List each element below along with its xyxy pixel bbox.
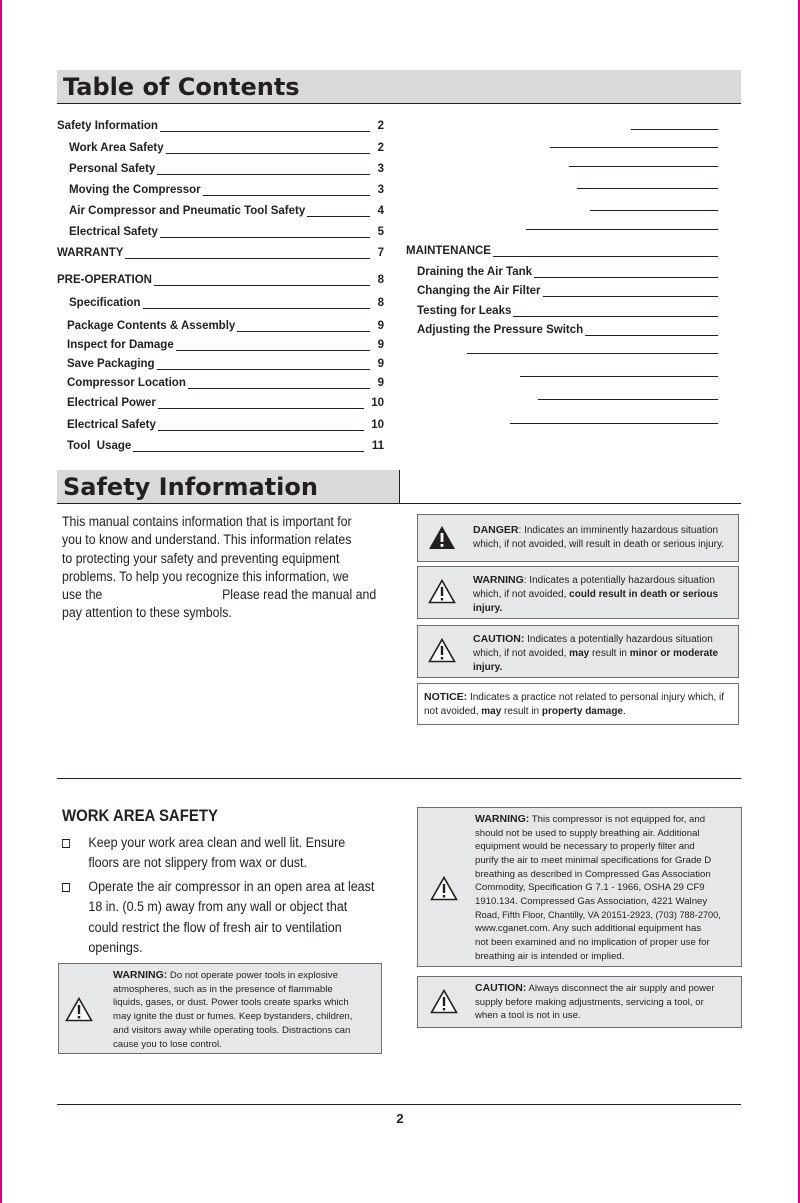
- intro-line: to protecting your safety and preventing equipment: [62, 550, 340, 566]
- notice-line: .: [623, 706, 626, 717]
- toc-entry-label: Adjusting the Pressure Switch: [417, 324, 584, 336]
- page-edge-left: [0, 0, 2, 1203]
- warning-emphasis: injury.: [473, 603, 503, 614]
- toc-blank-leader: [577, 188, 718, 189]
- notice-text: [424, 690, 732, 719]
- toc-entry-label: Specification: [69, 297, 141, 309]
- warning-line: should not be used to supply breathing air. Additional: [475, 827, 700, 839]
- toc-entry-label: Electrical Safety: [69, 226, 158, 238]
- caution-emphasis: may: [569, 648, 590, 659]
- footer-rule: [57, 1104, 741, 1105]
- disconnect-caution: [417, 976, 742, 1028]
- caution-line: Always disconnect the air supply and power: [526, 983, 715, 994]
- warning-line: 1910.134. Compressed Gas Association, 4221 Walney: [475, 895, 708, 907]
- toc-blank-leader: [631, 129, 718, 130]
- caution-icon: [428, 638, 456, 663]
- toc-entry-page: 9: [377, 358, 384, 370]
- toc-blank-leader: [510, 423, 718, 424]
- toc-entry-page: 2: [377, 142, 384, 154]
- toc-entry-page: 7: [377, 247, 384, 259]
- toc-entry-package-contents[interactable]: [67, 318, 384, 334]
- toc-entry-testing-for-leaks[interactable]: [417, 303, 718, 319]
- toc-entry-page: 11: [371, 440, 384, 452]
- toc-entry-personal-safety[interactable]: [69, 161, 384, 177]
- safety-header-bar: [57, 470, 400, 504]
- toc-entry-inspect-for-damage[interactable]: [67, 337, 384, 353]
- toc-blank-leader: [550, 147, 718, 148]
- warning-line: and visitors away while operating tools. Distractions can: [113, 1024, 351, 1036]
- toc-entry-safety-information[interactable]: [57, 118, 384, 134]
- toc-entry-warranty[interactable]: [57, 245, 384, 261]
- intro-line: problems. To help you recognize this information, we: [62, 568, 349, 584]
- explosive-warning-text: [113, 969, 375, 1051]
- bullet-line: could restrict the flow of fresh air to ventilation: [88, 919, 342, 936]
- intro-line: pay attention to these symbols.: [62, 605, 232, 621]
- work-area-bullet-2: [62, 877, 388, 958]
- caution-icon: [430, 989, 458, 1014]
- caution-line: which, if not avoided,: [473, 648, 570, 659]
- warning-label: WARNING: [473, 574, 524, 586]
- warning-line: purify the air to meet minimal specifications for Grade D: [475, 854, 712, 866]
- toc-entry-work-area-safety[interactable]: [69, 140, 384, 156]
- toc-entry-moving-the-compressor[interactable]: [69, 182, 384, 198]
- warning-line: breathing air is intended or implied.: [475, 950, 625, 962]
- danger-line: which, if not avoided, will result in death or serious injury.: [473, 539, 725, 550]
- toc-entry-page: 3: [377, 163, 384, 175]
- toc-entry-label: WARRANTY: [57, 247, 124, 259]
- toc-entry-page: 8: [377, 274, 384, 286]
- toc-blank-leader: [520, 376, 718, 377]
- warning-line: www.cganet.com. Any such additional equipment has: [475, 923, 702, 935]
- notice-line: result in: [501, 706, 542, 717]
- toc-blank-leader: [590, 210, 718, 211]
- caution-label: CAUTION:: [473, 633, 525, 645]
- bullet-line: 18 in. (0.5 m) away from any wall or object that: [88, 899, 348, 916]
- toc-entry-air-compressor-tool-safety[interactable]: [69, 203, 384, 219]
- warning-notice: [417, 566, 739, 619]
- toc-entry-page: 4: [377, 205, 384, 217]
- disconnect-caution-text: [475, 982, 737, 1023]
- safety-title: Safety Information: [63, 473, 318, 501]
- bullet-line: Operate the air compressor in an open area at least: [88, 879, 375, 895]
- warning-line: : Indicates a potentially hazardous situation: [523, 575, 715, 586]
- notice-emphasis: may: [481, 706, 502, 717]
- notice-label: NOTICE:: [424, 691, 468, 703]
- warning-line: which, if not avoided,: [473, 589, 570, 600]
- toc-entry-changing-air-filter[interactable]: [417, 283, 718, 299]
- warning-text: [473, 573, 732, 616]
- section-divider: [57, 778, 741, 779]
- toc-entry-page: 2: [377, 120, 384, 132]
- toc-entry-label: Compressor Location: [67, 377, 186, 389]
- toc-entry-page: 3: [377, 184, 384, 196]
- toc-entry-electrical-safety-2[interactable]: [67, 417, 384, 433]
- notice-line: not avoided,: [424, 706, 482, 717]
- toc-entry-page: 5: [377, 226, 384, 238]
- caution-line: Indicates a potentially hazardous situation: [524, 634, 713, 645]
- safety-intro-paragraph: [62, 513, 389, 623]
- toc-entry-adjusting-pressure-switch[interactable]: [417, 322, 718, 338]
- toc-entry-label: Package Contents & Assembly: [67, 320, 236, 332]
- toc-entry-label: Work Area Safety: [69, 142, 164, 154]
- toc-entry-label: Inspect for Damage: [67, 339, 174, 351]
- warning-line: This compressor is not equipped for, and: [529, 814, 706, 825]
- caution-line: when a tool is not in use.: [475, 1010, 581, 1022]
- toc-entry-label: Save Packaging: [67, 358, 155, 370]
- toc-entry-page: 9: [377, 339, 384, 351]
- warning-label: WARNING:: [113, 969, 168, 981]
- toc-entry-label: PRE-OPERATION: [57, 274, 152, 286]
- toc-entry-label: MAINTENANCE: [406, 245, 491, 257]
- bullet-line: openings.: [88, 939, 143, 956]
- caution-text: [473, 632, 732, 675]
- toc-entry-page: 10: [371, 397, 384, 409]
- toc-entry-label: Changing the Air Filter: [417, 285, 541, 297]
- safety-header-rule: [400, 503, 741, 504]
- toc-blank-leader: [538, 399, 718, 400]
- bullet-line: floors are not slippery from wax or dust.: [88, 855, 307, 872]
- toc-entry-label: Testing for Leaks: [417, 305, 512, 317]
- toc-entry-electrical-safety[interactable]: [69, 224, 384, 240]
- notice-box: [417, 683, 739, 725]
- toc-entry-pre-operation[interactable]: [57, 272, 384, 288]
- toc-header-bar: [57, 70, 741, 104]
- bullet-line: Keep your work area clean and well lit. Ensure: [88, 835, 346, 851]
- toc-entry-electrical-power[interactable]: [67, 395, 384, 411]
- warning-icon: [430, 876, 458, 901]
- warning-line: not been examined and no implication of proper use for: [475, 936, 710, 948]
- toc-blank-leader: [569, 166, 718, 167]
- toc-blank-leader: [526, 229, 718, 230]
- toc-entry-page: 9: [377, 377, 384, 389]
- toc-entry-label: Air Compressor and Pneumatic Tool Safety: [69, 205, 306, 217]
- intro-line: you to know and understand. This information relates: [62, 532, 352, 548]
- toc-entry-label: Draining the Air Tank: [417, 266, 533, 278]
- toc-blank-leader: [467, 353, 718, 354]
- toc-entry-label: Moving the Compressor: [69, 184, 201, 196]
- toc-title: Table of Contents: [63, 73, 300, 101]
- caution-notice: [417, 625, 739, 678]
- explosive-atmosphere-warning: [58, 963, 382, 1054]
- caution-label: CAUTION:: [475, 982, 527, 994]
- safety-header-divider: [399, 470, 400, 504]
- intro-line-end: Please read the manual and: [222, 587, 377, 603]
- danger-line: : Indicates an imminently hazardous situation: [518, 525, 719, 536]
- warning-line: Do not operate power tools in explosive: [167, 970, 338, 981]
- caution-line: supply before making adjustments, servicing a tool, or: [475, 996, 704, 1008]
- toc-entry-label: Electrical Safety: [67, 419, 156, 431]
- toc-entry-label: Safety Information: [57, 120, 158, 132]
- danger-notice: [417, 514, 739, 562]
- caution-emphasis: injury.: [473, 662, 503, 673]
- toc-entry-label: Personal Safety: [69, 163, 156, 175]
- toc-entry-draining-air-tank[interactable]: [417, 264, 718, 280]
- danger-warning-icon: [428, 525, 456, 550]
- caution-emphasis: minor or moderate: [629, 648, 719, 659]
- toc-entry-label: Electrical Power: [67, 397, 156, 409]
- warning-line: may ignite the dust or fumes. Keep bystanders, children,: [113, 1011, 353, 1023]
- warning-icon: [428, 579, 456, 604]
- toc-entry-specification[interactable]: [69, 295, 384, 311]
- warning-line: equipment would be necessary to properly filter and: [475, 841, 695, 853]
- toc-entry-label: Tool Usage: [67, 440, 132, 452]
- warning-line: Road, Fifth Floor, Chantilly, VA 20151-2923, (703) 788-2700,: [475, 909, 721, 920]
- page-number: 2: [396, 1111, 404, 1126]
- work-area-safety-title: WORK AREA SAFETY: [62, 806, 218, 825]
- toc-entry-save-packaging[interactable]: [67, 356, 384, 372]
- warning-line: liquids, gases, or dust. Power tools create sparks which: [113, 997, 349, 1009]
- toc-entry-compressor-location[interactable]: [67, 375, 384, 391]
- checkbox-bullet-icon: [62, 839, 70, 848]
- warning-line: cause you to lose control.: [113, 1038, 222, 1050]
- notice-line: Indicates a practice not related to personal injury which, if: [467, 692, 724, 703]
- warning-line: breathing as described in Compressed Gas Association: [475, 868, 711, 880]
- danger-text: [473, 523, 732, 552]
- warning-label: WARNING:: [475, 813, 530, 825]
- danger-label: DANGER: [473, 524, 519, 536]
- toc-entry-page: 10: [371, 419, 384, 431]
- caution-line: result in: [589, 648, 630, 659]
- work-area-bullet-1: [62, 833, 388, 874]
- toc-entry-maintenance[interactable]: [406, 243, 718, 259]
- warning-emphasis: could result in death or serious: [569, 589, 719, 600]
- toc-entry-page: 9: [377, 320, 384, 332]
- checkbox-bullet-icon: [62, 883, 70, 892]
- warning-icon: [65, 997, 93, 1022]
- intro-line-start: use the: [62, 587, 103, 603]
- toc-entry-page: 8: [377, 297, 384, 309]
- intro-line: This manual contains information that is important for: [62, 514, 352, 529]
- warning-line: atmospheres, such as in the presence of flammable: [113, 983, 333, 995]
- breathing-warning-text: [475, 813, 737, 963]
- warning-line: Commodity, Specification G 7.1 - 1966, OSHA 29 CF9: [475, 882, 705, 894]
- intro-line: [62, 586, 389, 604]
- notice-emphasis: property damage: [541, 706, 623, 717]
- breathing-air-warning: [417, 807, 742, 967]
- toc-entry-tool-usage[interactable]: [67, 438, 384, 454]
